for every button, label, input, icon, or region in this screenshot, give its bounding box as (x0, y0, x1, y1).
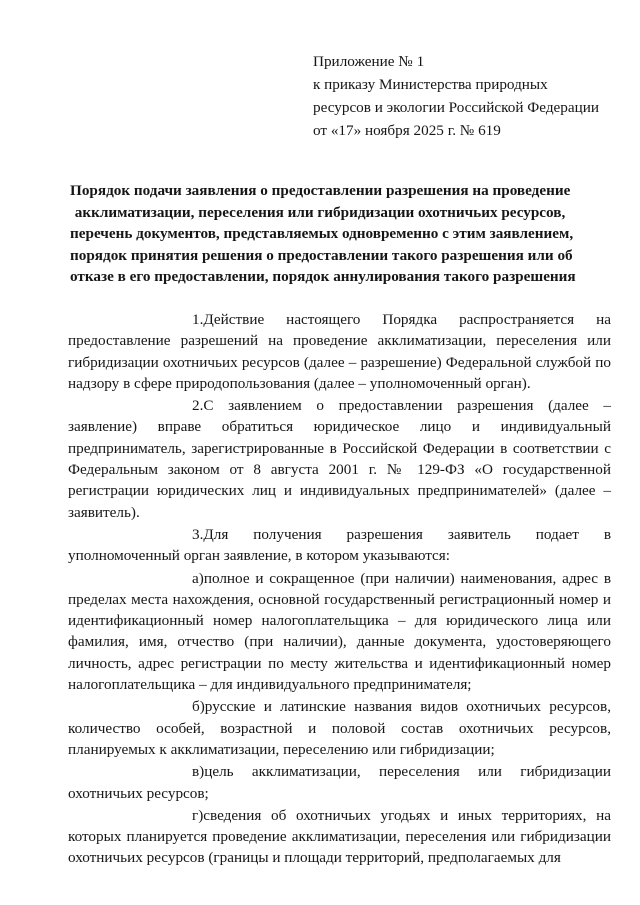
paragraph-2 (68, 395, 611, 523)
document-body (68, 309, 611, 870)
paragraph-text: С заявлением о предоставлении разрешения (далее – заявление) вправе обратиться юридическое лицо и индивидуальный предприниматель, зарегистрированные в Российской Федерации в соответствии с Федеральным законом от 8 августа 2001 г. № 129-ФЗ «О государственной регистрации юридических лиц и индивидуальных предпринимателей» (далее – заявитель). (68, 397, 611, 521)
paragraph-marker: 2. (192, 397, 204, 415)
annex-number: Приложение № 1 (313, 53, 425, 70)
subitem-marker: а) (192, 569, 204, 587)
paragraph-3 (68, 524, 611, 567)
title-line-5: отказе в его предоставлении, порядок аннулирования такого разрешения (70, 268, 576, 285)
document-title (70, 180, 576, 288)
paragraph-marker: 1. (192, 311, 204, 328)
subitem-marker: в) (192, 763, 205, 781)
subitem-b (68, 696, 611, 760)
title-line-3: перечень документов, представляемых одновременно с этим заявлением, (70, 225, 574, 242)
title-line-2: акклиматизации, переселения или гибридизации охотничьих ресурсов, (74, 203, 566, 221)
subitem-marker: г) (192, 806, 204, 824)
subitem-a (68, 568, 611, 696)
title-line-4: порядок принятия решения о предоставлении такого разрешения или об (70, 246, 573, 264)
subitem-text: цель акклиматизации, переселения или гибридизации охотничьих ресурсов; (68, 763, 611, 802)
annex-order-line-2: ресурсов и экологии Российской Федерации (313, 99, 600, 116)
paragraph-marker: 3. (192, 525, 204, 543)
annex-order-line-1: к приказу Министерства природных (313, 76, 548, 93)
subitem-text: русские и латинские названия видов охотничьих ресурсов, количество особей, возрастной и половой состав охотничьих ресурсов, планируемых к акклиматизации, переселению или гибридизации; (68, 698, 611, 758)
paragraph-text: Для получения разрешения заявитель подает в уполномоченный орган заявление, в котором указываются: (68, 525, 611, 565)
annex-header (313, 50, 613, 142)
title-line-1: Порядок подачи заявления о предоставлении разрешения на проведение (70, 182, 571, 199)
subitem-v (68, 761, 611, 804)
subitem-g (68, 805, 611, 869)
subitem-text: полное и сокращенное (при наличии) наименования, адрес в пределах места нахождения, основной государственный регистрационный номер и идентификационный номер налогоплательщика – для юридического лица или фамилия, имя, отчество (при наличии), данные документа, удостоверяющего личность, адрес регистрации по месту жительства и идентификационный номер налогоплательщика – для индивидуального предпринимателя; (68, 569, 611, 694)
subitem-text: сведения об охотничьих угодьях и иных территориях, на которых планируется проведение акклиматизации, переселения или гибридизации охотничьих ресурсов (границы и площади территорий, предполагаемых для (68, 806, 611, 867)
paragraph-text: Действие настоящего Порядка распространяется на предоставление разрешений на проведение акклиматизации, переселения или гибридизации охотничьих ресурсов (далее – разрешение) Федеральной службой по надзору в сфере природопользования (далее – уполномоченный орган). (68, 311, 611, 392)
paragraph-1 (68, 309, 611, 394)
subitem-marker: б) (192, 698, 205, 716)
annex-order-date: от «17» ноября 2025 г. № 619 (313, 122, 501, 139)
